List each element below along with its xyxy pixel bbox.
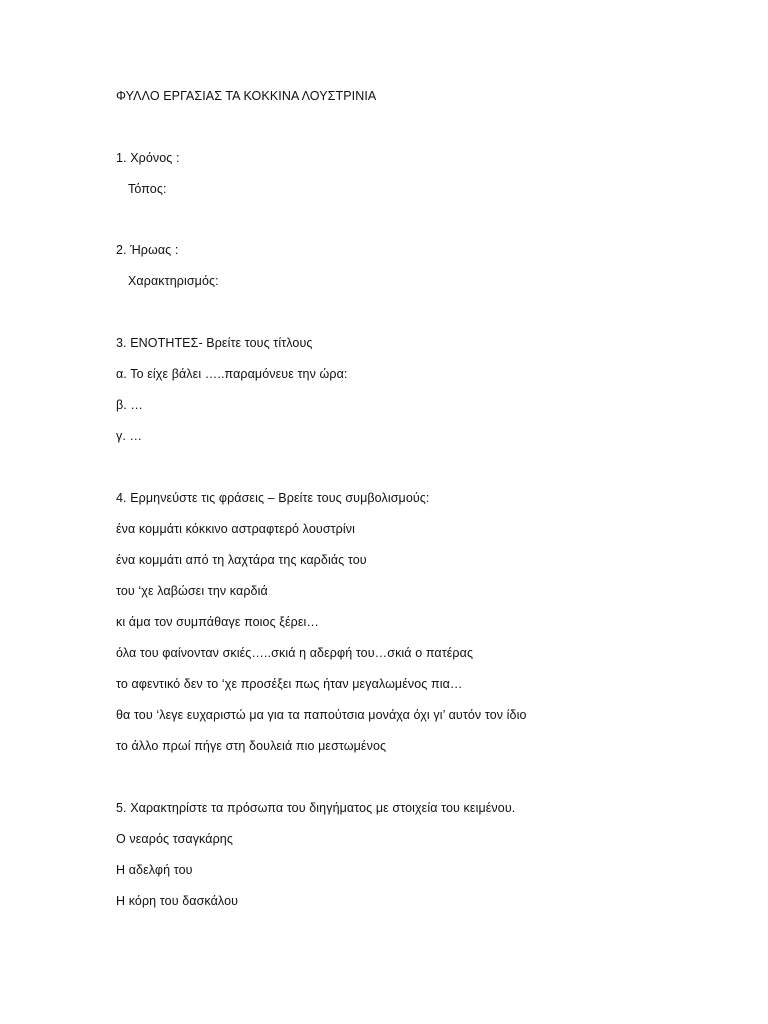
document-title: ΦΥΛΛΟ ΕΡΓΑΣΙΑΣ ΤΑ ΚΟΚΚΙΝΑ ΛΟΥΣΤΡΙΝΙΑ: [116, 89, 377, 103]
question-5-person: Ο νεαρός τσαγκάρης: [116, 832, 233, 846]
question-3-item: α. Το είχε βάλει …..παραμόνευε την ώρα:: [116, 367, 348, 381]
question-4-label: 4. Ερμηνεύστε τις φράσεις – Βρείτε τους συμβολισμούς:: [116, 491, 430, 505]
question-4-phrase: κι άμα τον συμπάθαγε ποιος ξέρει…: [116, 615, 320, 629]
question-5-person: Η αδελφή του: [116, 863, 193, 877]
question-4-phrase: ένα κομμάτι κόκκινο αστραφτερό λουστρίνι: [116, 522, 355, 536]
question-5-label: 5. Χαρακτηρίστε τα πρόσωπα του διηγήματος με στοιχεία του κειμένου.: [116, 801, 516, 815]
question-4-phrase: όλα του φαίνονταν σκιές…..σκιά η αδερφή του…σκιά ο πατέρας: [116, 646, 474, 660]
question-4-phrase: θα του ‘λεγε ευχαριστώ μα για τα παπούτσια μονάχα όχι γι’ αυτόν τον ίδιο: [116, 708, 527, 722]
question-1-sub: Τόπος:: [128, 182, 167, 196]
question-3-label: 3. ΕΝΟΤΗΤΕΣ- Βρείτε τους τίτλους: [116, 336, 313, 350]
question-4-phrase: το άλλο πρωί πήγε στη δουλειά πιο μεστωμένος: [116, 739, 387, 753]
question-4-phrase: του ‘χε λαβώσει την καρδιά: [116, 584, 268, 598]
question-4-phrase: το αφεντικό δεν το ‘χε προσέξει πως ήταν μεγαλωμένος πια…: [116, 677, 463, 691]
question-2-label: 2. Ήρωας :: [116, 243, 179, 257]
question-3-item: γ. …: [116, 429, 143, 443]
question-4-phrase: ένα κομμάτι από τη λαχτάρα της καρδιάς του: [116, 553, 367, 567]
question-3-item: β. …: [116, 398, 144, 412]
question-2-sub: Χαρακτηρισμός:: [128, 274, 219, 288]
question-5-person: Η κόρη του δασκάλου: [116, 894, 239, 908]
question-1-label: 1. Χρόνος :: [116, 151, 180, 165]
